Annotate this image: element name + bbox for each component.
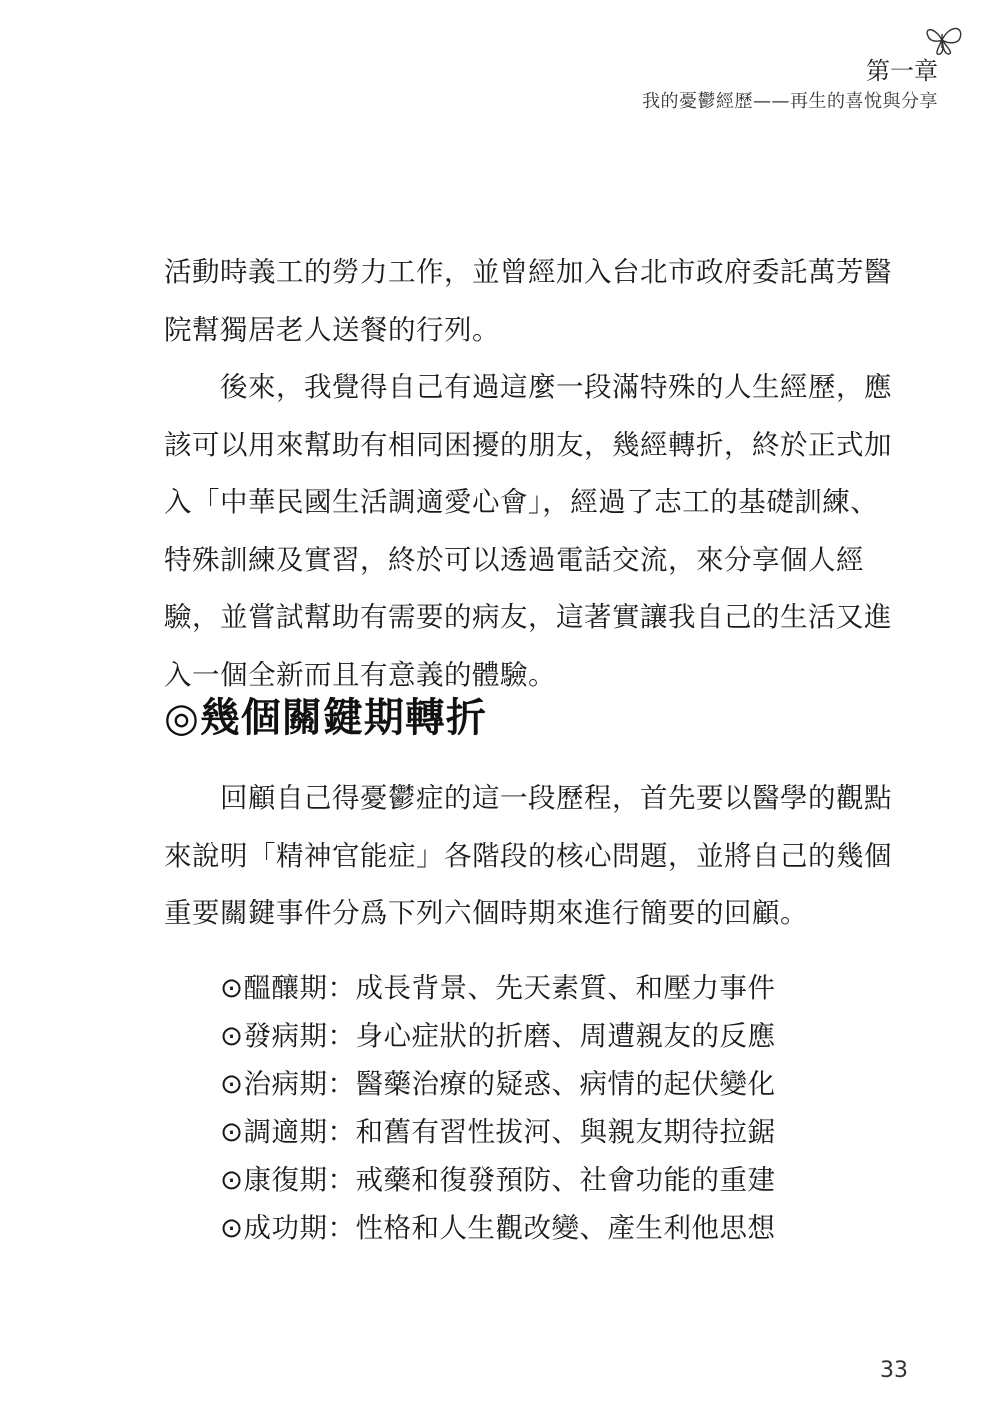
- paragraph-line: 入一個全新而且有意義的體驗。: [164, 658, 556, 691]
- paragraph-line: 特殊訓練及實習，終於可以透過電話交流，來分享個人經: [164, 543, 864, 576]
- paragraph-line: 回顧自己得憂鬱症的這一段歷程，首先要以醫學的觀點: [220, 782, 892, 814]
- paragraph-line: 該可以用來幫助有相同困擾的朋友，幾經轉折，終於正式加: [164, 428, 892, 461]
- paragraph-line: 重要關鍵事件分爲下列六個時期來進行簡要的回顧。: [164, 897, 808, 929]
- period-item: ⊙治病期：醫藥治療的疑惑、病情的起伏變化: [220, 1068, 776, 1100]
- paragraph-line: 驗，並嘗試幫助有需要的病友，這著實讓我自己的生活又進: [164, 601, 892, 633]
- period-list: [220, 964, 776, 1252]
- paragraph-line: 來說明「精神官能症」各階段的核心問題，並將自己的幾個: [164, 839, 892, 872]
- period-item: ⊙醞釀期：成長背景、先天素質、和壓力事件: [220, 972, 776, 1004]
- paragraph-2: [164, 359, 912, 704]
- paragraph-3: [164, 770, 912, 943]
- paragraph-line: 入「中華民國生活調適愛心會」，經過了志工的基礎訓練、: [164, 486, 879, 518]
- period-item: ⊙成功期：性格和人生觀改變、產生利他思想: [220, 1212, 776, 1244]
- paragraph-1: [164, 244, 912, 359]
- section-heading: ◎幾個關鍵期轉折: [164, 694, 487, 741]
- chapter-subtitle: 我的憂鬱經歷——再生的喜悅與分享: [642, 91, 938, 112]
- paragraph-line: 院幫獨居老人送餐的行列。: [164, 313, 500, 346]
- period-item: ⊙調適期：和舊有習性拔河、與親友期待拉鋸: [220, 1116, 776, 1148]
- paragraph-line: 活動時義工的勞力工作，並曾經加入台北市政府委託萬芳醫: [164, 256, 892, 288]
- chapter-title: 第一章: [866, 57, 938, 85]
- butterfly-icon: [920, 22, 966, 58]
- page-number: 33: [880, 1358, 908, 1383]
- period-item: ⊙發病期：身心症狀的折磨、周遭親友的反應: [220, 1020, 776, 1052]
- period-item: ⊙康復期：戒藥和復發預防、社會功能的重建: [220, 1164, 776, 1196]
- paragraph-line: 後來，我覺得自己有過這麼一段滿特殊的人生經歷，應: [220, 371, 892, 403]
